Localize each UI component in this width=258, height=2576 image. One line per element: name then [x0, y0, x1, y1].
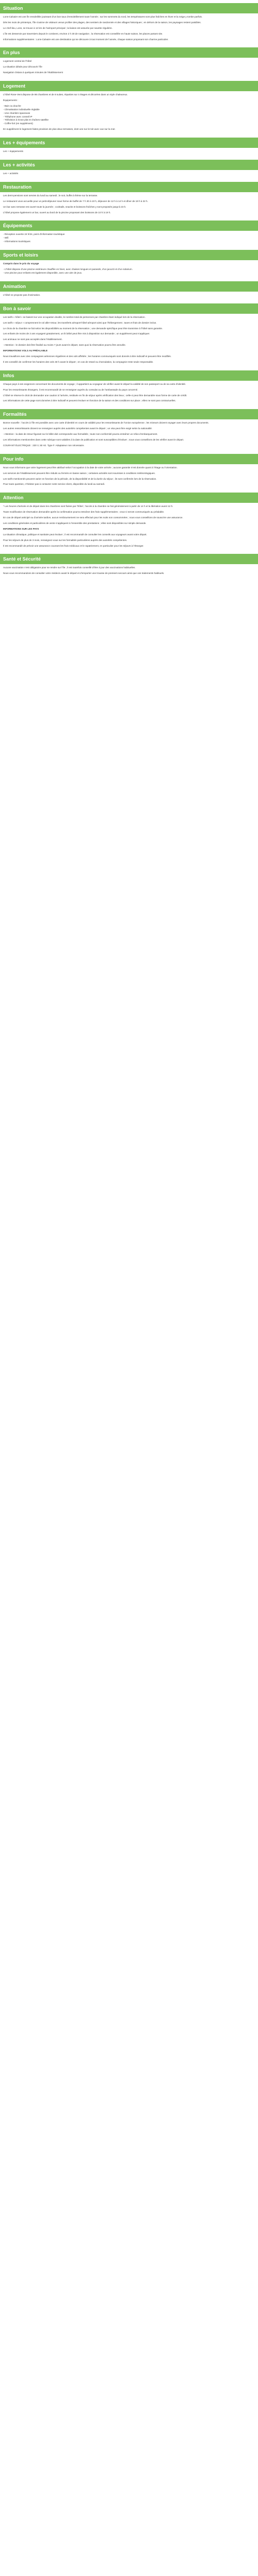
paragraph: Bonne nouvelle : l’accès à l’île est possible avec une carte d’identité en cours de validité pour les ressortissants de l’Union européenne ; les mineurs doivent voyager avec leurs propres documents. — [3, 421, 209, 425]
paragraph: Navigation Ostara à quelques minutes de l’établissement — [3, 71, 63, 74]
paragraph: La situation idéale pour découvrir l’île — [3, 65, 42, 69]
hotel-info-page — [0, 0, 258, 579]
section-title-pour-info: Pour info — [0, 454, 258, 464]
paragraph: Les informations mentionnées dans cette rubrique sont valables à la date de publication et sont susceptibles d’évoluer ; nous vous conseillons de les vérifier avant le départ. — [3, 438, 184, 441]
paragraph: Dès les mois de printemps, l’île s’anime de visiteurs venus profiter des plages, des sentiers de randonnée et des villages historiques ; en dehors de la saison, les paysages restent paisibles. — [3, 21, 201, 24]
list-item: - L’hôtel dispose d’une piscine extérieure chauffée en hiver, avec chaises longues et parasols, d’un jacuzzi et d’un solarium. — [3, 268, 133, 271]
list-item: - Bain ou douche — [3, 104, 21, 107]
paragraph: Pour toute question, n’hésitez pas à contacter notre service client, disponible du lundi au samedi. — [3, 483, 105, 486]
section-body-situation — [0, 13, 258, 44]
paragraph: Les demi-pensions sont servies du lundi au samedi ; le soir, buffet à thème sur la terrasse. — [3, 194, 98, 197]
paragraph: Les enfants de moins de 2 ans voyagent gratuitement, un lit bébé peut être mis à disposition sur demande ; un supplément peut s’appliquer. — [3, 332, 150, 335]
section-bon-savoir — [0, 303, 258, 367]
equipements-detail-list — [3, 233, 255, 244]
section-title-situation: Situation — [0, 3, 258, 13]
paragraph: Pour les ressortissants étrangers, il est recommandé de se renseigner auprès du consulat ou de l’ambassade du pays concerné. — [3, 388, 138, 391]
section-title-sports: Sports et loisirs — [0, 250, 258, 260]
paragraph: Il est recommandé de prévoir une assurance couvrant les frais médicaux et le rapatriement, en particulier pour les séjours à l’étranger. — [3, 544, 144, 547]
section-body-bon-savoir — [0, 314, 258, 367]
section-infos — [0, 370, 258, 406]
paragraph: En supplément le logement faites provision de plus deux terrasses, dont une sur le toit avec vue sur la mer. — [3, 128, 116, 131]
paragraph: Les + activités — [3, 172, 19, 175]
paragraph: L’île est desservie par traversiers depuis le continent, environ 2 h 30 de navigation ; la réservation est conseillée en haute saison, les places partant vite. — [3, 32, 163, 35]
paragraph: * Les heures d’arrivée et de départ dans les chambres sont fixées par l’hôtel ; l’accès à la chambre se fait généralement à partir de 14 h et la libération avant 12 h. — [3, 505, 173, 508]
paragraph: Chaque pays à ses exigences concernant les documents de voyage ; il appartient au voyageur de vérifier avant le départ la validité de son passeport ou de sa carte d’identité. — [3, 382, 186, 385]
section-title-infos: Infos — [0, 370, 258, 381]
paragraph: Les informations de cette page sont données à titre indicatif et peuvent évoluer en fonction de la saison et des conditions sur place ; elles ne sont pas contractuelles. — [3, 399, 176, 402]
list-item: - Une chambre spacieuse — [3, 111, 30, 114]
section-body-animation — [0, 292, 258, 300]
section-activites-plus — [0, 160, 258, 179]
section-formalites — [0, 409, 258, 450]
equipements-label: Équipements : — [3, 99, 19, 102]
section-body-equipements — [0, 231, 258, 247]
section-body-infos — [0, 381, 258, 406]
equipements-list — [3, 105, 255, 126]
paragraph: Un bar avec terrasse est ouvert toute la journée ; cocktails, snacks et boissons fraîches y sont proposés jusqu’à 23 h. — [3, 205, 126, 208]
section-equipements-plus — [0, 138, 258, 157]
section-body-formalites — [0, 419, 258, 450]
section-body-activites-plus — [0, 170, 258, 179]
section-body-restauration — [0, 192, 258, 218]
paragraph: - Attention : le dossier doit être finalisé au moins 7 jours avant le départ, sans quoi la réservation pourra être annulée. — [3, 344, 126, 347]
section-body-logement — [0, 91, 258, 134]
paragraph: Les tarifs mentionnés peuvent varier en fonction de la période, de la disponibilité et de la durée du séjour ; ils sont confirmés lors de la réservation. — [3, 477, 157, 480]
section-title-animation: Animation — [0, 281, 258, 292]
section-title-logement: Logement — [0, 81, 258, 91]
section-title-activites-plus: Les + activités — [0, 160, 258, 170]
section-body-sports — [0, 260, 258, 278]
paragraph: Le choix de la chambre se fait selon les disponibilités au moment de la réservation ; une demande spécifique peut être transmise à l’hôtel sans garantie. — [3, 327, 163, 330]
paragraph: COURANT ÉLECTRIQUE : 230 V, 50 Hz. Type F. Adaptateur non nécessaire. — [3, 444, 85, 447]
paragraph: Les tarifs « hôtel » se basent sur une occupation double, le nombre total de personnes par chambre étant indiqué lors de la réservation. — [3, 315, 146, 318]
section-body-attention — [0, 503, 258, 551]
section-sante-securite — [0, 554, 258, 579]
section-attention — [0, 493, 258, 551]
subheading: INFORMATIONS VOLS AU PRÉALABLE — [3, 349, 48, 352]
paragraph: Il est conseillé de confirmer les horaires des vols 48 h avant le départ ; en cas de retard ou d’annulation, la compagnie reste seule responsable. — [3, 360, 154, 363]
list-item: - Téléphone avec conseil IP — [3, 115, 33, 118]
list-item: - Télévision à écran plat et chaînes satellite — [3, 118, 49, 122]
section-situation — [0, 3, 258, 44]
paragraph: Les + équipements — [3, 150, 23, 153]
section-title-equipements-plus: Les + équipements — [0, 138, 258, 148]
section-logement — [0, 81, 258, 134]
section-en-plus — [0, 47, 258, 78]
subheading: INFORMATIONS SUR LES PAYS — [3, 527, 39, 530]
paragraph: Les services de l’établissement peuvent être réduits ou fermés en basse saison ; certaines activités sont soumises à conditions météorologiques. — [3, 471, 155, 474]
sports-list — [3, 268, 255, 275]
paragraph: Lons-Calvaire est une île ensoleillée jouissant d’un bon taux d’ensoleillement toute l’année ; sur les sommets du nord, les températures sont plus fraîches en hiver et la neige y tombe parfois. — [3, 15, 203, 18]
paragraph: Les tarifs « séjour » comprennent le vol aller-retour, les transferts aéroport-hôtel-aéroport ainsi que l’hébergement ; taxes et frais de dossier inclus. — [3, 321, 157, 324]
section-title-bon-savoir: Bon à savoir — [0, 303, 258, 314]
list-item: - Réception ouverte 24 h/24, point d’information touristique — [3, 233, 65, 236]
section-title-attention: Attention — [0, 493, 258, 503]
paragraph: En cas de départ anticipé ou d’arrivée tardive, aucun remboursement ne sera effectué pour les nuits non consommées ; nous vous conseillons de souscrire une assurance. — [3, 516, 183, 519]
list-item: - Informations touristiques — [3, 240, 30, 243]
paragraph: Les animaux ne sont pas acceptés dans l’établissement. — [3, 338, 62, 341]
section-body-sante-securite — [0, 564, 258, 579]
section-equipements — [0, 221, 258, 247]
paragraph: L’hôtel se réserve le droit de demander une caution à l’arrivée, restituée en fin de séjour après vérification des lieux ; celle-ci peut être demandée sous forme de carte de crédit. — [3, 394, 187, 397]
section-restauration — [0, 182, 258, 218]
paragraph: Logement central de l’hôtel — [3, 60, 32, 63]
paragraph: L’hôtel Rose-Vent dispose de 98 chambres et de 8 suites, réparties sur 4 étages et décorées dans un style chaleureux. — [3, 93, 128, 96]
paragraph: Les conditions générales et particulières de vente s’appliquent à l’ensemble des prestations ; elles sont disponibles sur simple demande. — [3, 521, 147, 524]
paragraph: Aucune vaccination n’est obligatoire pour se rendre sur l’île ; il est toutefois conseillé d’être à jour des vaccinations habituelles. — [3, 566, 136, 569]
section-sports — [0, 250, 258, 278]
paragraph: Pour les séjours de plus de 3 mois, renseignez-vous sur les formalités particulières auprès des autorités compétentes. — [3, 538, 127, 541]
list-item: - Wifi — [3, 236, 9, 240]
section-body-en-plus — [0, 58, 258, 78]
section-title-equipements: Équipements — [0, 221, 258, 231]
paragraph: Nous travaillons avec des compagnies aériennes régulières et des vols affrétés ; les horaires communiqués sont donnés à titre indicatif et peuvent être modifiés. — [3, 354, 171, 358]
list-item: - Une piscine pour enfants est également disponible, avec une aire de jeux. — [3, 271, 83, 274]
paragraph: Le restaurant vous accueille pour un petit-déjeuner sous forme de buffet de 7 h 30 à 10 h, déjeuner de 12 h à 14 h et dîner de 19 h à 22 h. — [3, 199, 148, 202]
paragraph: L’hôtel ne propose pas d’animation. — [3, 293, 41, 296]
paragraph: Nous vous informons que votre logement peut être attribué selon l’occupation à la date de votre arrivée ; aucune garantie n’est donnée quant à l’étage ou l’orientation. — [3, 466, 178, 469]
section-body-equipements-plus — [0, 148, 258, 157]
section-pour-info — [0, 454, 258, 490]
section-title-en-plus: En plus — [0, 47, 258, 58]
sports-subtitle: Compris dans le prix du voyage — [3, 262, 39, 265]
paragraph: Informations supplémentaires : Lons-Calvaire est une destination qui se découvre à tout moment de l’année, chaque saison proposant son charme particulier. — [3, 38, 169, 41]
list-item: - Coffre-fort (en supplément) — [3, 122, 33, 125]
paragraph: Les autres ressortissants doivent se renseigner auprès des autorités compétentes avant le départ ; un visa peut être exigé selon la nationalité. — [3, 427, 153, 430]
list-item: - Climatisation individuelle réglable — [3, 108, 40, 111]
section-body-pour-info — [0, 464, 258, 490]
paragraph: Toute modification de réservation demandée après la confirmation pourra entraîner des frais supplémentaires ; ceux-ci seront communiqués au préalable. — [3, 511, 165, 514]
section-title-formalites: Formalités — [0, 409, 258, 419]
paragraph: - Attention : la date de retour figurant sur le billet doit correspondre aux formalités ; toute non-conformité pourra entraîner un refus d’embarquement. — [3, 433, 158, 436]
section-title-sante-securite: Santé et Sécurité — [0, 554, 258, 564]
paragraph: Nous vous recommandons de consulter votre médecin avant le départ et d’emporter une trousse de premiers secours ainsi que vos traitements habituels. — [3, 572, 165, 575]
section-animation — [0, 281, 258, 300]
section-title-restauration: Restauration — [0, 182, 258, 192]
paragraph: Le chef-lieu, Lons, se trouve à 12 km de l’aéroport principal ; la liaison est assurée par navette régulière. — [3, 26, 112, 29]
paragraph: La situation climatique, politique et sanitaire peut évoluer ; il est recommandé de consulter les conseils aux voyageurs avant votre départ. — [3, 533, 147, 536]
paragraph: L’hôtel propose également un bar, ouvert au bord de la piscine proposant des boissons de 10 h à 19 h. — [3, 211, 111, 214]
